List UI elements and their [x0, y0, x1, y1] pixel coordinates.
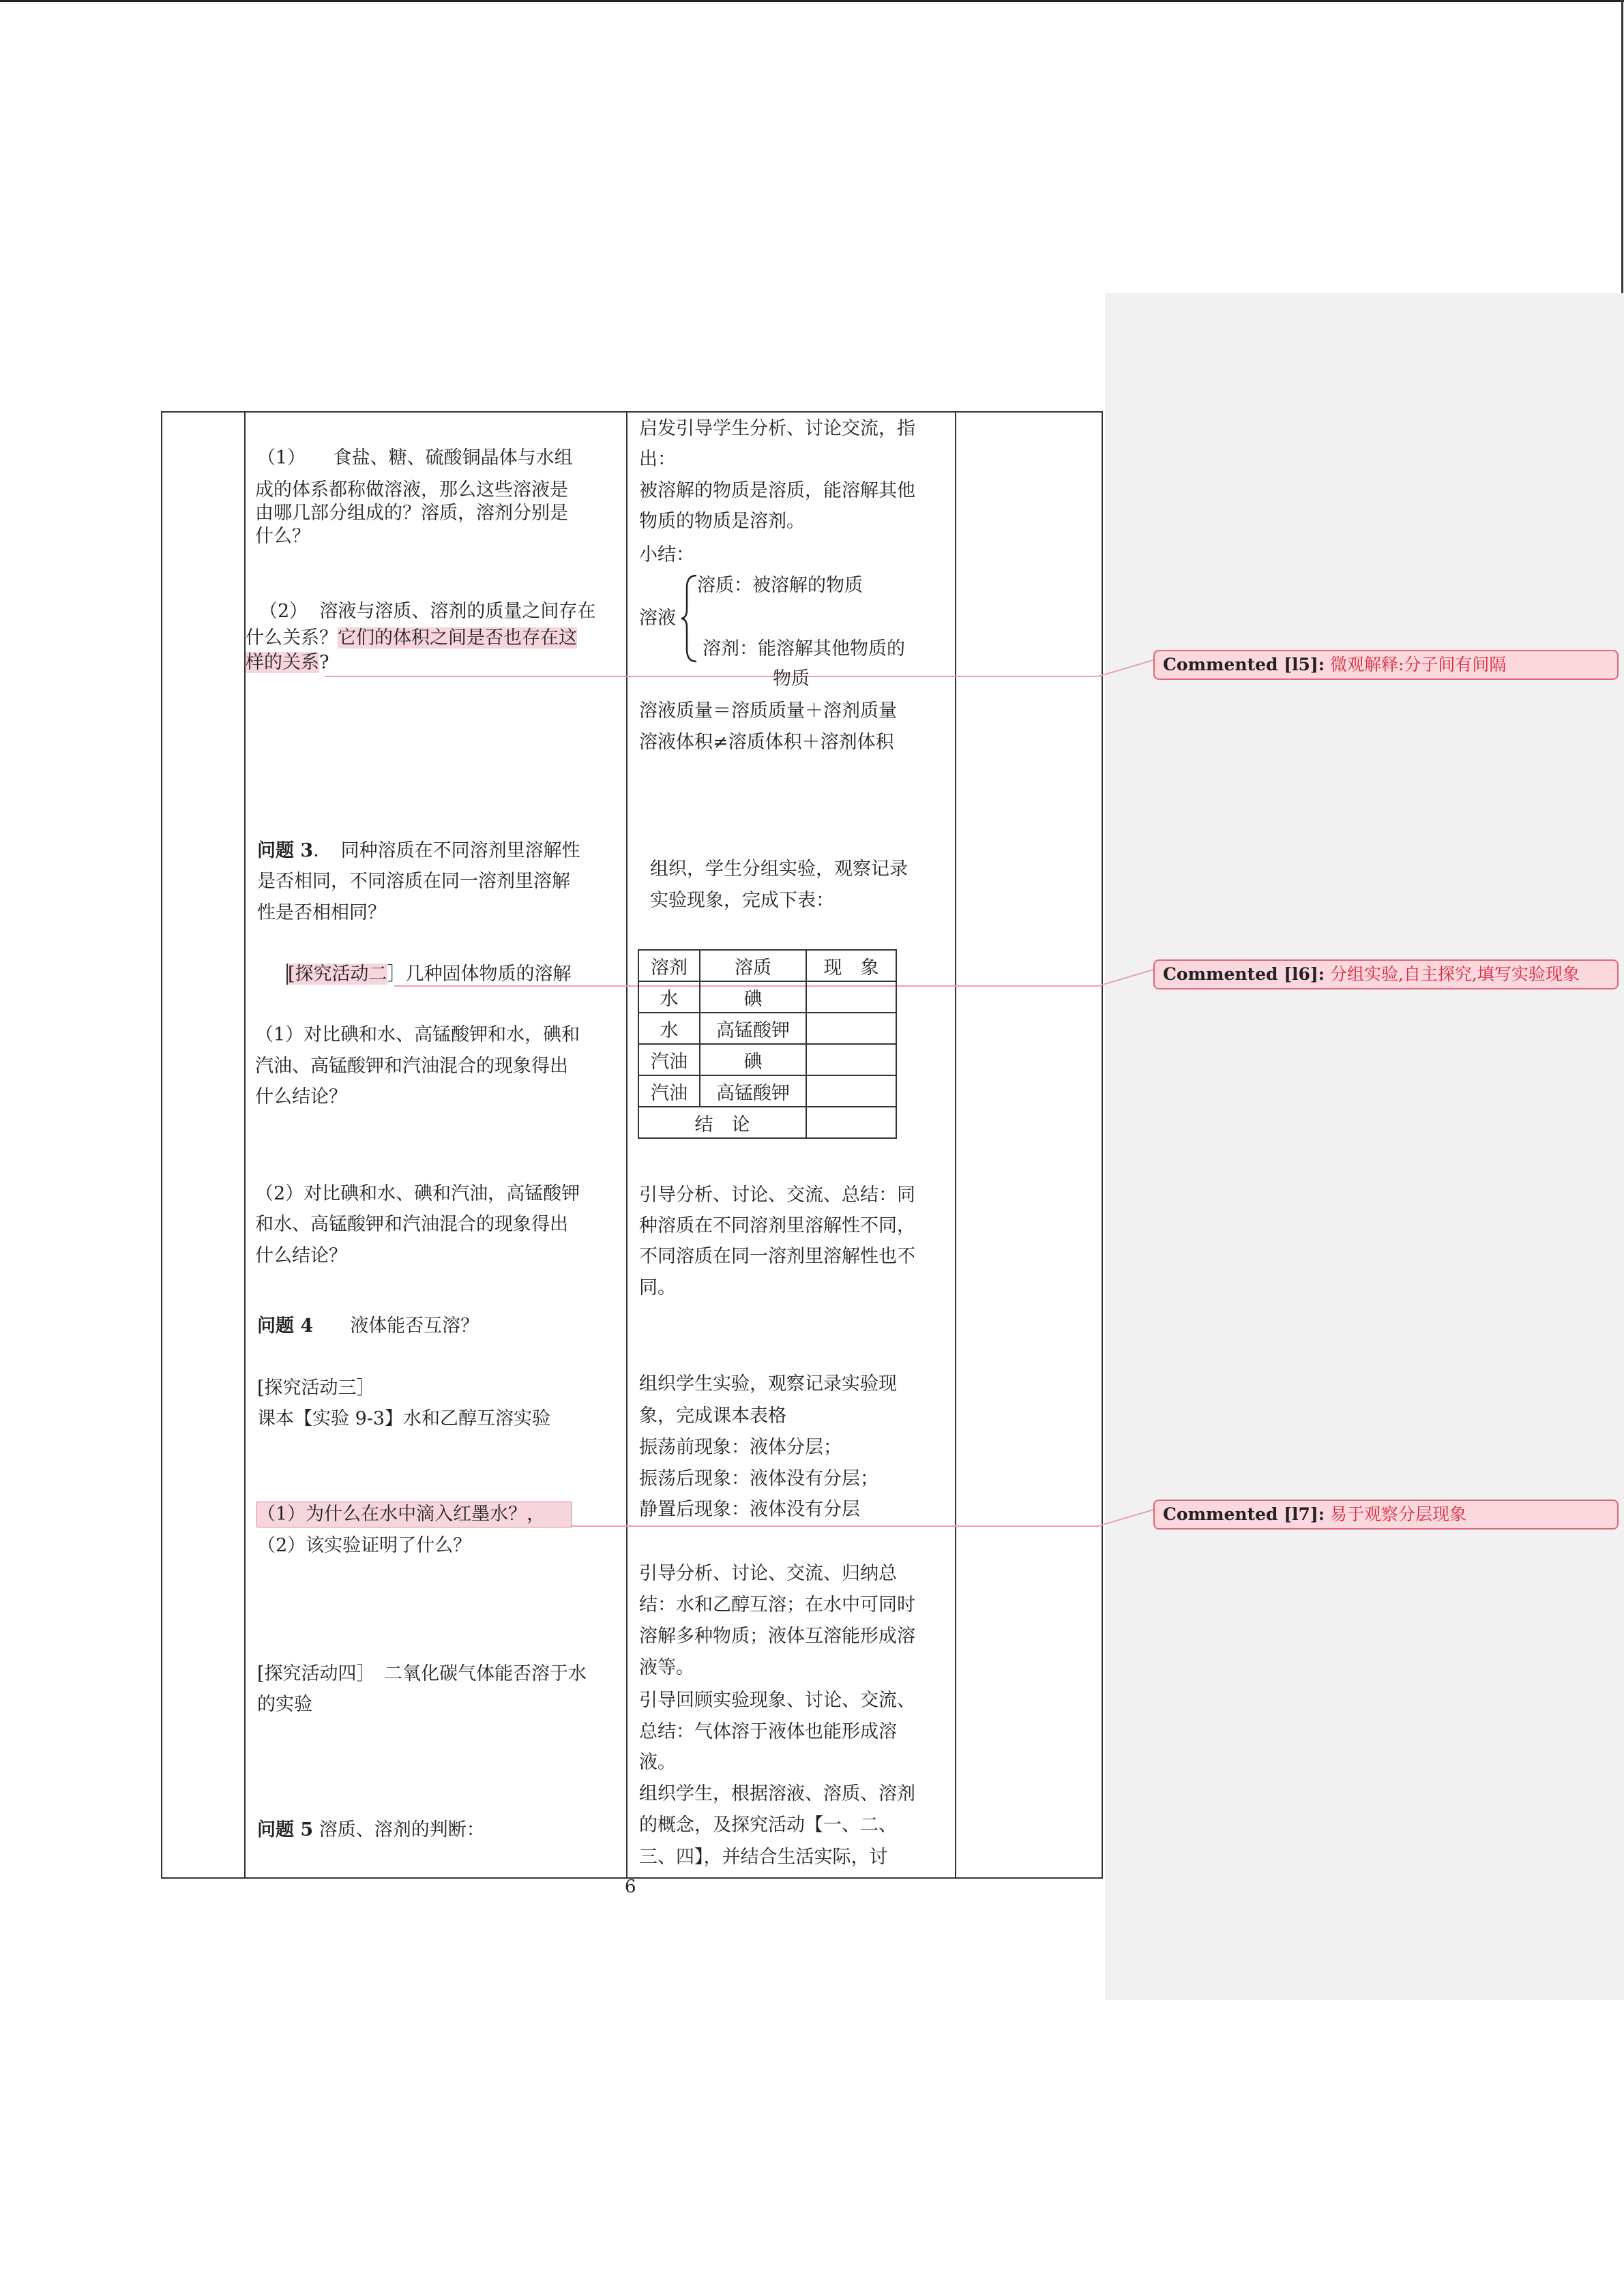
table-cell[interactable]	[806, 1075, 896, 1107]
question-3-line: 性是否相相同？	[257, 902, 386, 923]
activity-3-experiment: 课本【实验 9-3】水和乙醇互溶实验	[257, 1408, 551, 1429]
table-cell: 高锰酸钾	[700, 1075, 806, 1107]
guide-summary-line: 种溶质在不同溶剂里溶解性不同，	[639, 1215, 915, 1236]
comment-margin-pane	[1105, 293, 1624, 2000]
comment-text: 易于观察分层现象	[1329, 1504, 1466, 1524]
solvent-definition: 溶剂：能溶解其他物质的	[703, 638, 905, 659]
activity-3-title: [探究活动三］	[257, 1377, 375, 1399]
judge-line: 组织学生，根据溶液、溶质、溶剂	[639, 1783, 915, 1804]
table-cell: 碘	[700, 1044, 806, 1075]
conclude-line: 结：水和乙醇互溶；在水中可同时	[639, 1594, 915, 1615]
conclude-line: 引导分析、讨论、交流、归纳总	[639, 1563, 897, 1584]
activity-4-line: [探究活动四］ 二氧化碳气体能否溶于水	[257, 1663, 587, 1684]
comment-balloon-l7[interactable]	[1153, 1500, 1619, 1530]
comment-text: 微观解释:分子间有间隔	[1329, 655, 1507, 674]
judge-line: 三、四】，并结合生活实际，讨	[639, 1847, 888, 1868]
solution-label: 溶液	[639, 608, 676, 629]
dissolution-table	[638, 949, 897, 1139]
question-3-line: 问题 3． 同种溶质在不同溶剂里溶解性	[257, 840, 580, 861]
comment-balloon-l6[interactable]	[1153, 959, 1619, 989]
table-cell: 高锰酸钾	[700, 1013, 806, 1044]
table-cell[interactable]	[806, 1107, 896, 1138]
commented-text-l5[interactable]: 样的关系	[246, 652, 319, 673]
table-row	[638, 1013, 896, 1044]
table-cell[interactable]	[806, 981, 896, 1013]
observe-line: 象，完成课本表格	[639, 1405, 786, 1427]
organize-line: 实验现象，完成下表：	[650, 890, 834, 911]
page-top-border	[0, 0, 1624, 2]
compare-1-line: （1）对比碘和水、高锰酸钾和水，碘和	[255, 1024, 580, 1045]
page-number: 6	[625, 1877, 636, 1897]
table-row	[638, 981, 896, 1013]
mass-equation: 溶液质量＝溶质质量＋溶剂质量	[639, 700, 897, 721]
table-cell: 水	[638, 981, 700, 1013]
comment-author: Commented [l5]:	[1163, 655, 1325, 674]
organize-line: 组织，学生分组实验，观察记录	[650, 859, 908, 880]
table-conclusion-row	[638, 1107, 896, 1138]
question-1-line: （1） 食盐、糖、硫酸铜晶体与水组	[257, 447, 573, 468]
table-row	[638, 1075, 896, 1107]
compare-2-line: （2）对比碘和水、碘和汽油，高锰酸钾	[255, 1183, 580, 1204]
guide-line: 启发引导学生分析、讨论交流，指	[639, 418, 915, 439]
commented-text-l5[interactable]: 它们的体积之间是否也存在这	[338, 627, 577, 648]
page-right-border	[1621, 0, 1623, 293]
table-cell[interactable]	[806, 1044, 896, 1075]
activity-2-title: [探究活动二］几种固体物质的溶解	[288, 964, 572, 985]
guide-summary-line: 引导分析、讨论、交流、总结：同	[639, 1184, 915, 1206]
question-2-line: 什么关系？它们的体积之间是否也存在这	[246, 627, 577, 648]
table-header: 溶剂	[638, 950, 700, 981]
observe-line: 振荡前现象：液体分层；	[639, 1437, 842, 1458]
comment-author: Commented [l7]:	[1163, 1504, 1325, 1524]
table-cell: 碘	[700, 981, 806, 1013]
guide-line: 出：	[639, 449, 676, 470]
question-1-line: 由哪几部分组成的？溶质，溶剂分别是	[255, 503, 568, 524]
review-line: 引导回顾实验现象、讨论、交流、	[639, 1690, 915, 1711]
compare-2-line: 什么结论？	[255, 1245, 347, 1266]
observe-line: 组织学生实验，观察记录实验现	[639, 1373, 897, 1395]
table-cell: 汽油	[638, 1075, 700, 1107]
ink-question-2: （2）该实验证明了什么？	[257, 1535, 472, 1556]
guide-summary-line: 不同溶质在同一溶剂里溶解性也不	[639, 1246, 915, 1267]
judge-line: 的概念，及探究活动【一、二、	[639, 1815, 897, 1836]
question-1-line: 成的体系都称做溶液，那么这些溶液是	[255, 479, 568, 501]
observe-line: 振荡后现象：液体没有分层；	[639, 1468, 879, 1489]
activity-4-line: 的实验	[257, 1694, 312, 1715]
compare-1-line: 汽油、高锰酸钾和汽油混合的现象得出	[255, 1056, 568, 1077]
table-row	[638, 1044, 896, 1075]
summary-label: 小结：	[639, 544, 694, 565]
question-2-line: （2） 溶液与溶质、溶剂的质量之间存在	[259, 601, 596, 622]
table-column-divider	[626, 411, 628, 1879]
conclude-line: 液等。	[639, 1657, 694, 1678]
compare-2-line: 和水、高锰酸钾和汽油混合的现象得出	[255, 1214, 568, 1235]
guide-summary-line: 同。	[639, 1277, 676, 1298]
table-cell: 水	[638, 1013, 700, 1044]
guide-line: 被溶解的物质是溶质，能溶解其他	[639, 480, 915, 501]
question-3-line: 是否相同，不同溶质在同一溶剂里溶解	[257, 871, 570, 892]
question-1-line: 什么？	[255, 526, 310, 547]
comment-balloon-l5[interactable]	[1153, 650, 1619, 680]
commented-text-l6[interactable]: [探究活动二	[288, 964, 387, 985]
review-line: 总结：气体溶于液体也能形成溶	[639, 1721, 897, 1742]
table-header-row	[638, 950, 896, 981]
table-conclusion-label: 结 论	[638, 1107, 806, 1138]
ink-question: （1）为什么在水中滴入红墨水？，	[257, 1504, 546, 1525]
table-header: 溶质	[700, 950, 806, 981]
question-4-title: 问题 4 液体能否互溶？	[257, 1315, 479, 1337]
table-cell[interactable]	[806, 1013, 896, 1044]
table-column-divider	[955, 411, 956, 1879]
solvent-definition: 物质	[773, 668, 810, 689]
conclude-line: 溶解多种物质；液体互溶能形成溶	[639, 1626, 915, 1647]
question-2-line: 样的关系?	[246, 652, 329, 673]
guide-line: 物质的物质是溶剂。	[639, 511, 805, 532]
review-line: 液。	[639, 1752, 676, 1773]
compare-1-line: 什么结论？	[255, 1086, 347, 1107]
table-header: 现 象	[806, 950, 896, 981]
comment-text: 分组实验,自主探究,填写实验现象	[1329, 964, 1580, 984]
observe-line: 静置后现象：液体没有分层	[639, 1499, 860, 1520]
comment-author: Commented [l6]:	[1163, 964, 1325, 984]
solute-definition: 溶质：被溶解的物质	[697, 575, 863, 596]
table-cell: 汽油	[638, 1044, 700, 1075]
question-5-title: 问题 5 溶质、溶剂的判断：	[257, 1819, 485, 1840]
volume-equation: 溶液体积≠溶质体积＋溶剂体积	[639, 732, 894, 753]
